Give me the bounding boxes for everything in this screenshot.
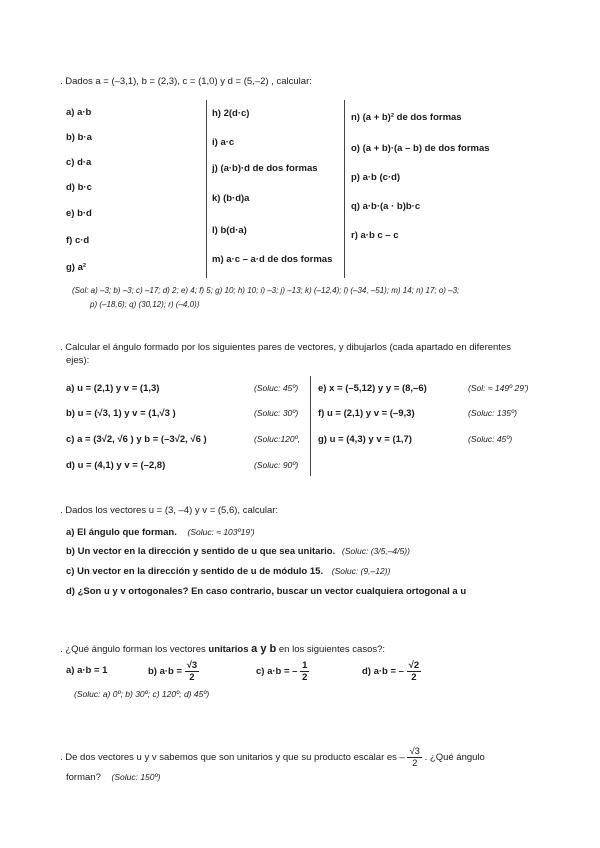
ex1-item-f: f) c·d [66,235,90,246]
ex4-solution: (Soluc: a) 0º; b) 30º; c) 120º; d) 45º) [74,689,210,699]
ex4-item-b-fraction [185,660,200,683]
ex1-item-i: i) a·c [212,137,235,148]
fraction-numerator: 1 [302,660,308,671]
ex5-line1-text: . De dos vectores u y v sabemos que son unitarios y que su producto escalar es – [60,752,405,764]
ex4-header-vectors: a y b [251,643,277,655]
ex1-item-b: b) b·a [66,132,92,143]
ex1-item-a: a) a·b [66,107,92,118]
ex2-sol-e: (Sol: ≈ 149º 29') [468,383,529,393]
ex4-item-b [148,660,199,683]
ex4-item-a: a) a·b = 1 [66,665,108,676]
ex3-item-d: d) ¿Son u y v ortogonales? En caso contrario, buscar un vector cualquiera ortogonal a u [66,586,467,597]
ex3-item-a-text: a) El ángulo que forman. [66,527,177,538]
ex1-item-q: q) a·b·(a · b)b·c [351,201,421,212]
ex1-item-j: j) (a·b)·d de dos formas [212,163,318,174]
fraction-numerator: √3 [186,660,198,671]
ex4-header-bold: unitarios [208,644,249,655]
ex3-item-b [66,546,410,557]
ex1-item-o: o) (a + b)·(a – b) de dos formas [351,143,490,154]
ex2-item-f: f) u = (2,1) y v = (–9,3) [318,408,415,419]
ex2-header-line2: ejes): [66,355,90,366]
fraction-denominator: 2 [302,672,308,683]
fraction-numerator: √3 [409,746,420,757]
ex4-item-d [362,660,421,683]
ex4-item-d-fraction [407,660,422,683]
column-divider [344,100,345,278]
ex3-item-c-sol: (Soluc: (9,–12)) [331,566,391,576]
ex5-line2-text: forman? [66,772,101,783]
ex4-header-post: en los siguientes casos?: [276,644,386,655]
ex2-item-g: g) u = (4,3) y v = (1,7) [318,434,412,445]
ex3-item-c [66,566,390,577]
ex1-item-e: e) b·d [66,208,92,219]
ex4-item-b-label: b) a·b = [148,666,183,678]
ex1-item-r: r) a·b c – c [351,230,399,241]
ex4-item-c [256,660,309,683]
ex4-item-c-label: c) a·b = – [256,666,298,678]
ex5-line1-end: . ¿Qué ángulo [424,752,485,764]
ex1-item-p: p) a·b (c·d) [351,172,401,183]
ex1-item-g: g) a² [66,262,87,273]
ex1-solution-line1: (Sol: a) –3; b) –3; c) –17; d) 2; e) 4; f) 5; g) 10; h) 10; i) –3; j) –13; k) (–12,4); l) (–34, –51); m) 14; n) 17; o) –3; [72,286,460,295]
ex2-item-a: a) u = (2,1) y v = (1,3) [66,383,160,394]
ex2-sol-b: (Soluc: 30º) [254,408,299,418]
ex1-item-k: k) (b·d)a [212,193,250,204]
ex1-solution-line2: p) (–18,6); q) (30,12); r) (–4,0)) [90,300,200,309]
ex2-header-line1: . Calcular el ángulo formado por los siguientes pares de vectores, y dibujarlos (cada apartado en diferentes [60,342,511,353]
ex3-item-a-sol: (Soluc: ≈ 103º19') [187,527,255,537]
ex1-item-m: m) a·c – a·d de dos formas [212,254,333,265]
ex1-item-l: l) b(d·a) [212,225,247,236]
fraction-denominator: 2 [411,672,417,683]
ex4-header [60,643,385,655]
ex2-sol-d: (Soluc: 90º) [254,460,299,470]
ex4-header-pre: . ¿Qué ángulo forman los vectores [60,644,209,655]
ex5-solution: (Soluc: 150º) [111,772,161,782]
ex3-item-a [66,527,255,538]
ex1-header: . Dados a = (–3,1), b = (2,3), c = (1,0) y d = (5,–2) , calcular: [60,76,312,87]
fraction-denominator: 2 [412,758,418,769]
ex3-item-b-text: b) Un vector en la dirección y sentido de u que sea unitario. [66,546,336,557]
ex2-item-e: e) x = (–5,12) y y = (8,–6) [318,383,427,394]
ex1-item-h: h) 2(d·c) [212,108,250,119]
fraction-denominator: 2 [189,672,195,683]
ex4-item-c-fraction [300,660,309,683]
column-divider [206,100,207,278]
ex2-item-b: b) u = (√3, 1) y v = (1,√3 ) [66,408,176,419]
ex1-item-c: c) d·a [66,157,92,168]
ex4-item-d-label: d) a·b = – [362,666,404,678]
ex3-header: . Dados los vectores u = (3, –4) y v = (5,6), calcular: [60,505,279,516]
fraction-numerator: √2 [408,660,420,671]
ex1-item-n: n) (a + b)² de dos formas [351,112,462,123]
ex5-line2 [66,772,160,783]
ex2-sol-g: (Soluc: 45º) [468,434,513,444]
ex5-line1 [60,746,485,769]
ex3-item-c-text: c) Un vector en la dirección y sentido de u de módulo 15. [66,566,324,577]
ex1-item-d: d) b·c [66,182,92,193]
ex2-item-c: c) a = (3√2, √6 ) y b = (–3√2, √6 ) [66,434,207,445]
ex2-sol-a: (Soluc: 45º) [254,383,299,393]
ex5-fraction [407,746,422,769]
column-divider [310,376,311,476]
ex2-sol-f: (Soluc: 135º) [468,408,517,418]
ex3-item-b-sol: (Soluc: (3/5,–4/5)) [341,546,410,556]
ex2-sol-c: (Soluc:120º, [254,434,301,444]
ex2-item-d: d) u = (4,1) y v = (–2,8) [66,460,166,471]
